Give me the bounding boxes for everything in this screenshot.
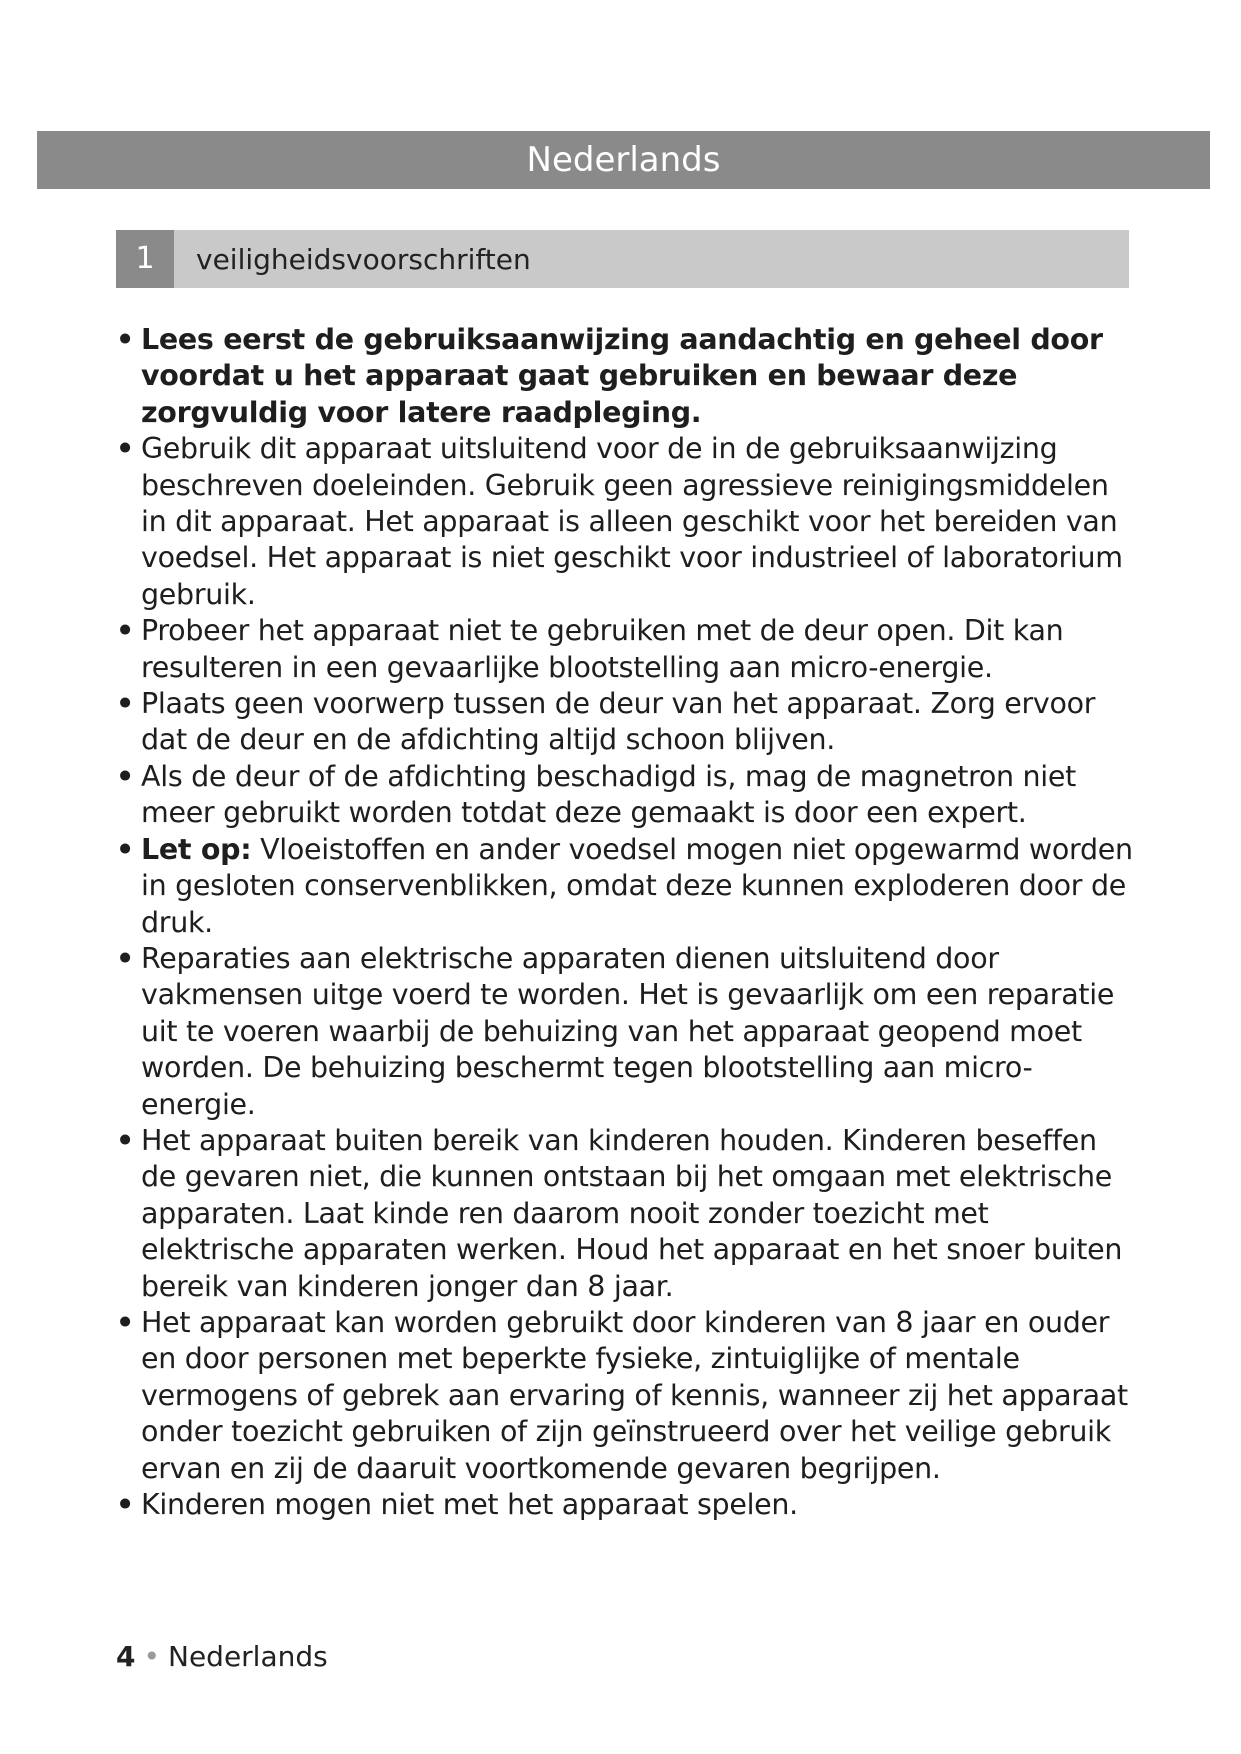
footer-separator: •: [143, 1640, 160, 1673]
list-item: • Gebruik dit apparaat uitsluitend voor de in de gebruiksaanwijzing beschreven doeleinden. Gebruik geen agressieve reinigingsmiddelen in dit apparaat. Het apparaat is alleen geschikt voor het bereiden van voedsel. Het apparaat is niet geschikt voor industrieel of laboratorium gebruik.: [116, 431, 1136, 613]
safety-instructions-list: [116, 322, 1136, 1523]
list-item: • Probeer het apparaat niet te gebruiken met de deur open. Dit kan resulteren in een gevaarlijke blootstelling aan micro-energie.: [116, 613, 1136, 686]
list-item: • Als de deur of de afdichting beschadigd is, mag de magnetron niet meer gebruikt worden totdat deze gemaakt is door een expert.: [116, 759, 1136, 832]
list-item: • Kinderen mogen niet met het apparaat spelen.: [116, 1487, 1136, 1523]
banner-title: Nederlands: [526, 140, 721, 180]
warning-label: Let op:: [141, 832, 252, 866]
language-banner: [37, 131, 1210, 189]
section-number: 1: [116, 230, 174, 288]
list-item: • Het apparaat kan worden gebruikt door kinderen van 8 jaar en ouder en door personen met beperkte fysieke, zintuiglijke of mentale vermogens of gebrek aan ervaring of kennis, wanneer zij het apparaat onder toezicht gebruiken of zijn geïnstrueerd over het veilige gebruik ervan en zij de daaruit voortkomende gevaren begrijpen.: [116, 1305, 1136, 1487]
page-number: 4: [116, 1640, 136, 1673]
list-item: • Let op: Vloeistoffen en ander voedsel mogen niet opgewarmd worden in gesloten conservenblikken, omdat deze kunnen exploderen door de druk.: [116, 832, 1136, 941]
list-item: • Het apparaat buiten bereik van kinderen houden. Kinderen beseffen de gevaren niet, die kunnen ontstaan bij het omgaan met elektrische apparaten. Laat kinde ren daarom nooit zonder toezicht met elektrische apparaten werken. Houd het apparaat en het snoer buiten bereik van kinderen jonger dan 8 jaar.: [116, 1123, 1136, 1305]
list-item: • Plaats geen voorwerp tussen de deur van het apparaat. Zorg ervoor dat de deur en de afdichting altijd schoon blijven.: [116, 686, 1136, 759]
section-header: [116, 230, 1129, 288]
page-footer: [116, 1640, 328, 1673]
footer-language: Nederlands: [168, 1640, 328, 1673]
section-title: veiligheidsvoorschriften: [196, 242, 531, 276]
list-item: • Lees eerst de gebruiksaanwijzing aandachtig en geheel door voordat u het apparaat gaat gebruiken en bewaar deze zorgvuldig voor latere raadpleging.: [116, 322, 1136, 431]
list-item: • Reparaties aan elektrische apparaten dienen uitsluitend door vakmensen uitge voerd te worden. Het is gevaarlijk om een reparatie uit te voeren waarbij de behuizing van het apparaat geopend moet worden. De behuizing beschermt tegen blootstelling aan micro-energie.: [116, 941, 1136, 1123]
